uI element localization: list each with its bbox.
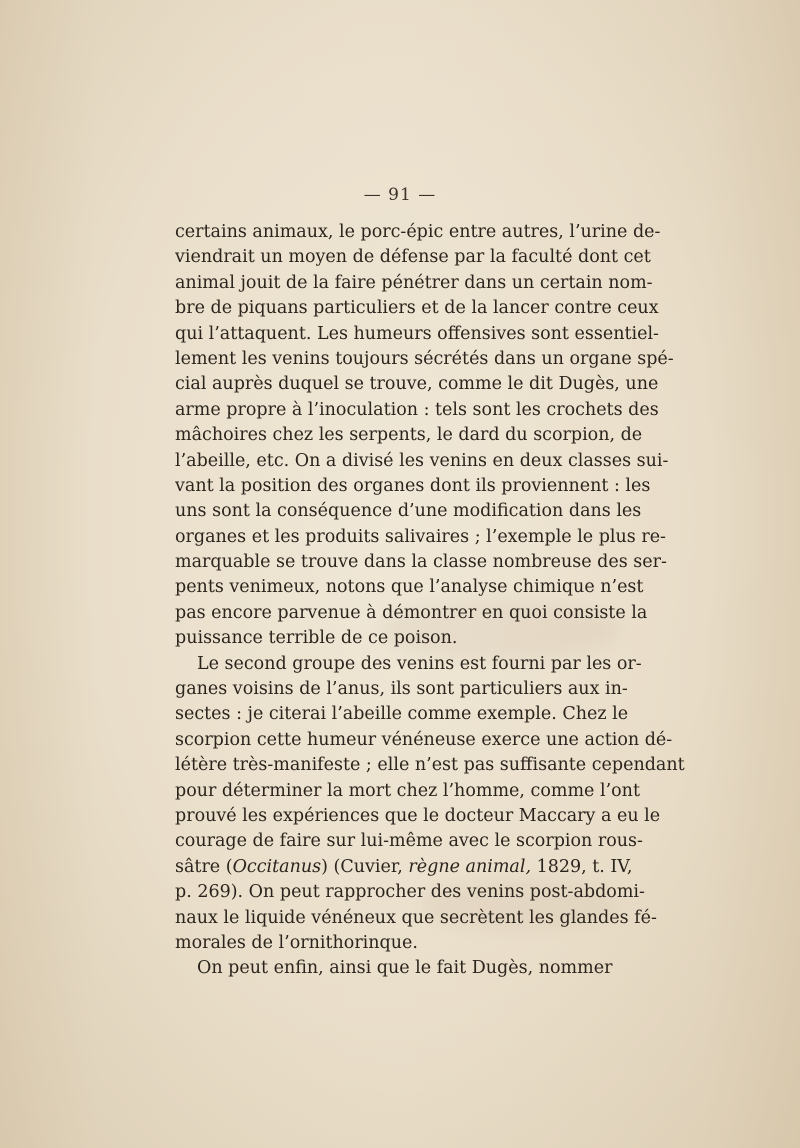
text-line: lement les venins toujours sécrétés dans un organe spé- xyxy=(175,348,674,369)
text-segment: 1829, t. IV, xyxy=(531,856,633,877)
text-line-with-italics xyxy=(175,855,633,880)
text-line: arme propre à l’inoculation : tels sont les crochets des xyxy=(175,399,659,420)
paragraph-start-line: Le second groupe des venins est fourni par les or- xyxy=(197,653,642,674)
text-line: ganes voisins de l’anus, ils sont particuliers aux in- xyxy=(175,679,628,700)
text-line: marquable se trouve dans la classe nombreuse des ser- xyxy=(175,552,667,573)
text-line: pas encore parvenue à démontrer en quoi consiste la xyxy=(175,602,648,623)
text-line: vant la position des organes dont ils proviennent : les xyxy=(175,475,651,496)
text-segment: ) (Cuvier, xyxy=(321,856,409,877)
text-line: naux le liquide vénéneux que secrètent les glandes fé- xyxy=(175,907,657,928)
text-line: létère très-manifeste ; elle n’est pas suffisante cependant xyxy=(175,755,685,776)
page-number: — 91 — xyxy=(363,185,437,205)
text-line: organes et les produits salivaires ; l’exemple le plus re- xyxy=(175,526,666,547)
text-line: sectes : je citerai l’abeille comme exemple. Chez le xyxy=(175,704,629,725)
text-line: prouvé les expériences que le docteur Maccary a eu le xyxy=(175,805,661,826)
text-line: mâchoires chez les serpents, le dard du scorpion, de xyxy=(175,425,643,446)
text-line: qui l’attaquent. Les humeurs offensives sont essentiel- xyxy=(175,323,659,344)
text-line: puissance terrible de ce poison. xyxy=(175,628,458,649)
body-text xyxy=(175,220,685,982)
text-line: cial auprès duquel se trouve, comme le dit Dugès, une xyxy=(175,374,659,395)
text-line: viendrait un moyen de défense par la faculté dont cet xyxy=(175,247,651,268)
text-line: pour déterminer la mort chez l’homme, comme l’ont xyxy=(175,780,640,801)
text-line: certains animaux, le porc-épic entre autres, l’urine de- xyxy=(175,222,661,242)
paragraph-start-line: On peut enfin, ainsi que le fait Dugès, nommer xyxy=(197,958,613,979)
text-line: l’abeille, etc. On a divisé les venins en deux classes sui- xyxy=(175,450,669,471)
text-line: p. 269). On peut rapprocher des venins post-abdomi- xyxy=(175,882,645,903)
text-line: pents venimeux, notons que l’analyse chimique n’est xyxy=(175,577,644,598)
text-line: morales de l’ornithorinque. xyxy=(175,932,418,953)
text-line: scorpion cette humeur vénéneuse exerce une action dé- xyxy=(175,729,673,750)
text-line: uns sont la conséquence d’une modification dans les xyxy=(175,501,642,522)
text-line: animal jouit de la faire pénétrer dans un certain nom- xyxy=(175,272,653,293)
italic-species-name: Occitanus xyxy=(232,856,322,877)
text-line: courage de faire sur lui-même avec le scorpion rous- xyxy=(175,831,643,852)
italic-book-title: règne animal, xyxy=(408,856,532,877)
text-line: bre de piquans particuliers et de la lancer contre ceux xyxy=(175,298,659,319)
text-segment: sâtre ( xyxy=(175,856,233,877)
